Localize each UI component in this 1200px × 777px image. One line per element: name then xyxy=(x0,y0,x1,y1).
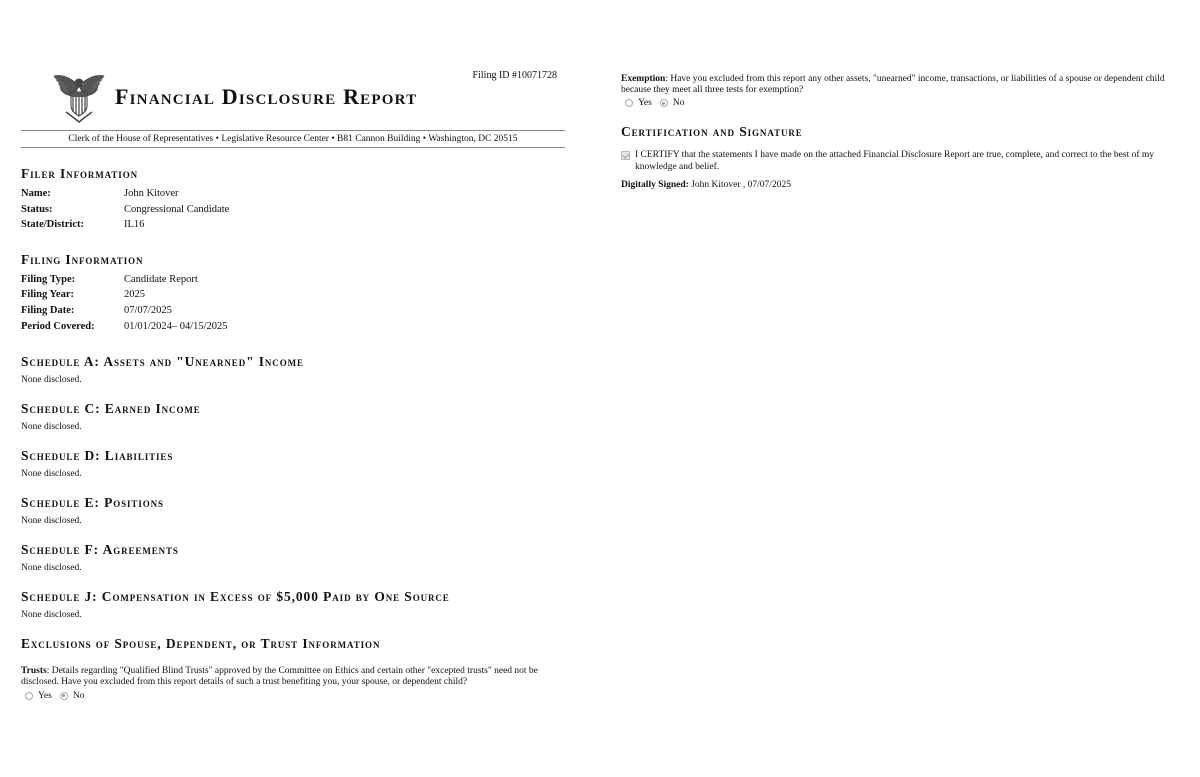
none-disclosed-text: None disclosed. xyxy=(21,422,82,433)
radio-label: No xyxy=(72,690,85,701)
schedule-c-section xyxy=(21,401,565,432)
exemption-label: Exemption xyxy=(621,74,666,84)
exemption-radio-group xyxy=(621,98,1169,108)
schedule-e-section xyxy=(21,495,565,526)
section-title: Schedule C: Earned Income xyxy=(21,401,201,417)
section-title: Schedule E: Positions xyxy=(21,495,164,511)
field-label: State/District: xyxy=(21,219,84,231)
filer-information-section xyxy=(21,166,565,233)
none-disclosed-text: None disclosed. xyxy=(21,610,82,621)
trusts-text: : Details regarding "Qualified Blind Trusts" approved by the Committee on Ethics and certain other "excepted trusts" need not be disclosed. Have you excluded from this report details of such a trust benefiting you, your spouse, or dependent child? xyxy=(21,666,538,688)
radio-label: No xyxy=(672,98,685,109)
section-title: Schedule F: Agreements xyxy=(21,542,179,558)
trusts-radio-group xyxy=(21,691,565,701)
schedule-d-section xyxy=(21,448,565,479)
field-label: Filing Year: xyxy=(21,289,74,301)
section-title: Filing Information xyxy=(21,251,144,267)
schedule-j-section xyxy=(21,589,565,620)
certify-checkbox[interactable] xyxy=(621,151,630,160)
filer-state-district: IL16 xyxy=(124,219,145,231)
signed-value: John Kitover , 07/07/2025 xyxy=(688,179,791,190)
exemption-no-radio[interactable] xyxy=(660,99,668,107)
signed-label: Digitally Signed: xyxy=(621,179,689,190)
field-row xyxy=(21,287,565,303)
field-label: Period Covered: xyxy=(21,320,95,332)
exemption-question xyxy=(621,74,1169,96)
trusts-label: Trusts xyxy=(21,666,47,677)
section-title: Filer Information xyxy=(21,166,139,181)
field-row xyxy=(21,217,565,233)
schedule-f-section xyxy=(21,542,565,573)
section-title: Schedule J: Compensation in Excess of $5,000 Paid by One Source xyxy=(21,589,450,605)
report-title: Financial Disclosure Report xyxy=(115,84,418,109)
field-row xyxy=(21,319,565,335)
right-column xyxy=(621,0,1169,190)
trusts-question xyxy=(21,666,565,688)
filing-date: 07/07/2025 xyxy=(124,304,172,316)
section-title: Exclusions of Spouse, Dependent, or Trust Information xyxy=(21,636,381,652)
section-title: Schedule D: Liabilities xyxy=(21,448,174,464)
none-disclosed-text: None disclosed. xyxy=(21,516,82,527)
field-row xyxy=(21,303,565,319)
certification-row xyxy=(621,150,1169,172)
left-column xyxy=(21,0,565,701)
period-covered: 01/01/2024– 04/15/2025 xyxy=(124,320,228,332)
radio-label: Yes xyxy=(38,690,52,701)
radio-label: Yes xyxy=(638,98,652,109)
field-row xyxy=(21,186,565,202)
field-label: Filing Date: xyxy=(21,304,75,316)
schedule-a-section xyxy=(21,354,565,385)
exemption-yes-radio[interactable] xyxy=(625,99,633,107)
digital-signature xyxy=(621,180,1169,190)
trusts-no-radio[interactable] xyxy=(60,692,68,700)
section-title: Certification and Signature xyxy=(621,124,803,140)
header-rule xyxy=(21,147,565,148)
filing-id: Filing ID #10071728 xyxy=(472,70,557,81)
office-address: Clerk of the House of Representatives • Legislative Resource Center • B81 Cannon Building • Washington, DC 20515 xyxy=(68,134,518,144)
field-label: Filing Type: xyxy=(21,273,76,285)
filer-status: Congressional Candidate xyxy=(124,203,230,215)
filing-information-section xyxy=(21,252,565,334)
none-disclosed-text: None disclosed. xyxy=(21,563,82,574)
exemption-text: : Have you excluded from this report any other assets, "unearned" income, transactions, or liabilities of a spouse or dependent child because they meet all three tests for exemption? xyxy=(621,74,1165,96)
field-label: Name: xyxy=(21,188,51,199)
trusts-yes-radio[interactable] xyxy=(25,692,33,700)
certification-section xyxy=(621,124,1169,189)
none-disclosed-text: None disclosed. xyxy=(21,375,82,386)
filing-year: 2025 xyxy=(124,289,145,301)
certification-statement: I CERTIFY that the statements I have made on the attached Financial Disclosure Report are true, complete, and correct to the best of my knowledge and belief. xyxy=(635,150,1155,172)
filing-type: Candidate Report xyxy=(124,273,198,285)
exemption-section xyxy=(621,74,1169,108)
field-row xyxy=(21,272,565,288)
report-header xyxy=(21,0,565,148)
section-title: Schedule A: Assets and "Unearned" Income xyxy=(21,354,304,370)
none-disclosed-text: None disclosed. xyxy=(21,469,82,480)
eagle-seal-icon xyxy=(52,68,106,124)
field-row xyxy=(21,202,565,218)
header-rule xyxy=(21,130,565,131)
field-label: Status: xyxy=(21,203,53,215)
filer-name: John Kitover xyxy=(124,188,179,199)
exclusions-section xyxy=(21,636,565,700)
